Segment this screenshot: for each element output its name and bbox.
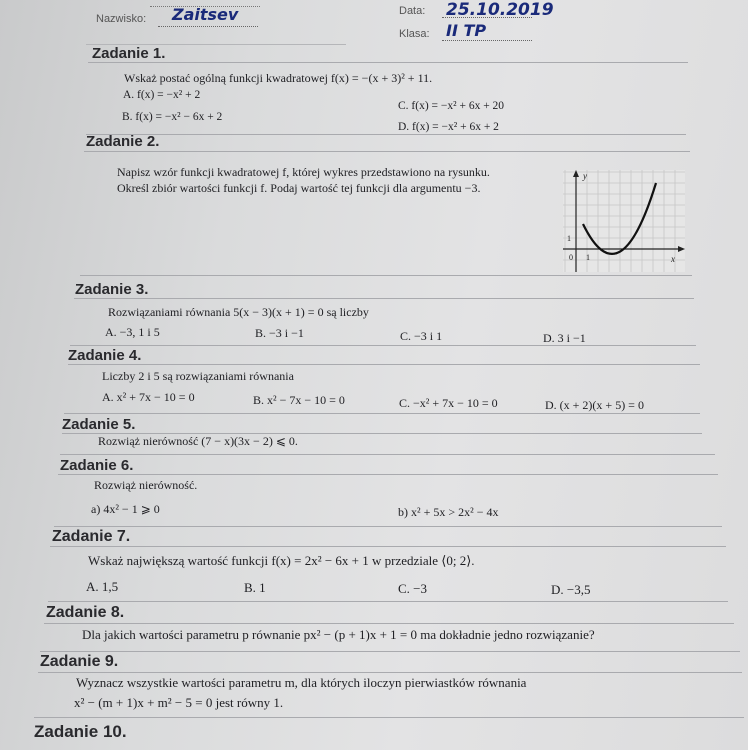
task-6-title: Zadanie 6. — [60, 457, 134, 474]
class-label: Klasa: — [399, 28, 430, 40]
task-1-option-b: B. f(x) = −x² − 6x + 2 — [122, 111, 223, 123]
task-4-title: Zadanie 4. — [68, 347, 142, 364]
task-3-title: Zadanie 3. — [75, 281, 149, 298]
task-4-option-d: D. (x + 2)(x + 5) = 0 — [545, 398, 644, 412]
task-5-prompt: Rozwiąż nierówność (7 − x)(3x − 2) ⩽ 0. — [98, 434, 298, 448]
task-4-option-c: C. −x² + 7x − 10 = 0 — [399, 396, 498, 410]
task-7-prompt: Wskaż największą wartość funkcji f(x) = 2x² − 6x + 1 w przedziale ⟨0; 2⟩. — [88, 553, 475, 568]
task-9-line-1: Wyznacz wszystkie wartości parametru m, dla których iloczyn pierwiastków równania — [76, 675, 527, 690]
task-3-prompt: Rozwiązaniami równania 5(x − 3)(x + 1) = 0 są liczby — [108, 305, 369, 319]
task-3-option-a: A. −3, 1 i 5 — [105, 325, 160, 339]
task-6-prompt: Rozwiąż nierówność. — [94, 478, 198, 492]
task-7-title: Zadanie 7. — [52, 528, 131, 545]
surname-label: Nazwisko: — [96, 13, 147, 25]
task-1-option-a: A. f(x) = −x² + 2 — [123, 89, 201, 101]
class-value: II TP — [446, 21, 487, 40]
task-4-option-a: A. x² + 7x − 10 = 0 — [102, 390, 195, 404]
task-7-option-c: C. −3 — [398, 581, 428, 596]
date-value: 25.10.2019 — [446, 0, 554, 20]
task-9-line-2: x² − (m + 1)x + m² − 5 = 0 jest równy 1. — [74, 695, 284, 710]
task-8-prompt: Dla jakich wartości parametru p równanie px² − (p + 1)x + 1 = 0 ma dokładnie jedno rozwiązanie? — [82, 627, 595, 642]
task-4-prompt: Liczby 2 i 5 są rozwiązaniami równania — [102, 369, 294, 383]
task-8-title: Zadanie 8. — [46, 604, 125, 621]
task-10-title: Zadanie 10. — [34, 722, 127, 741]
task-9-title: Zadanie 9. — [40, 653, 119, 670]
task-2-title: Zadanie 2. — [86, 133, 160, 150]
task-4-option-b: B. x² − 7x − 10 = 0 — [253, 393, 345, 407]
task-7-option-b: B. 1 — [244, 580, 266, 595]
x-tick-1: 1 — [586, 253, 590, 262]
task-3-option-b: B. −3 i −1 — [255, 326, 304, 340]
task-3-option-d: D. 3 i −1 — [543, 331, 586, 345]
task-6-option-b: b) x² + 5x > 2x² − 4x — [398, 505, 499, 519]
task-3-option-c: C. −3 i 1 — [400, 329, 443, 343]
task-6-option-a: a) 4x² − 1 ⩾ 0 — [91, 502, 160, 516]
date-label: Data: — [399, 5, 426, 17]
y-tick-1: 1 — [567, 234, 571, 243]
task-1-option-d: D. f(x) = −x² + 6x + 2 — [398, 121, 499, 133]
task-1-title: Zadanie 1. — [92, 45, 166, 62]
surname-value: Zaitsev — [172, 5, 239, 24]
task-1-prompt: Wskaż postać ogólną funkcji kwadratowej f(x) = −(x + 3)² + 11. — [124, 71, 433, 85]
task-1-option-c: C. f(x) = −x² + 6x + 20 — [398, 100, 505, 112]
origin-label: 0 — [569, 253, 573, 262]
y-axis-label: y — [583, 171, 587, 181]
task-7-option-a: A. 1,5 — [86, 579, 119, 594]
task-2-line-2: Określ zbiór wartości funkcji f. Podaj wartość tej funkcji dla argumentu −3. — [117, 181, 481, 195]
task-7-option-d: D. −3,5 — [551, 582, 591, 597]
task-5-title: Zadanie 5. — [62, 416, 136, 433]
parabola-graph — [563, 170, 685, 272]
x-axis-label: x — [671, 254, 675, 264]
task-2-line-1: Napisz wzór funkcji kwadratowej f, której wykres przedstawiono na rysunku. — [117, 165, 490, 179]
